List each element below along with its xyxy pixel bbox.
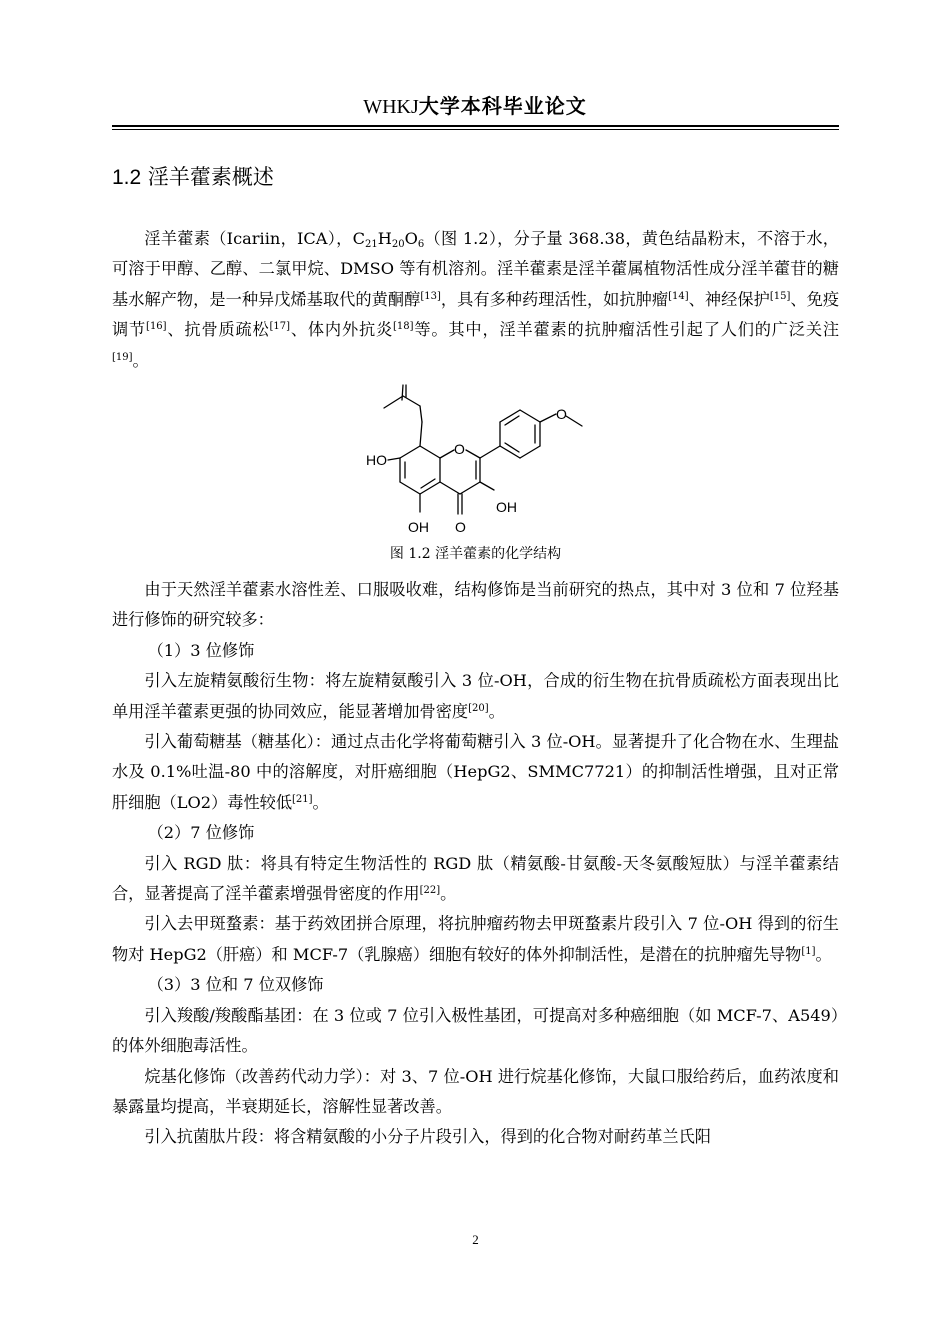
citation: [13] — [420, 290, 441, 302]
section-number: 1.2 — [112, 166, 142, 189]
paragraph-alkylation: 烷基化修饰（改善药代动力学）：对 3、7 位-OH 进行烷基化修饰，大鼠口服给药后，血药浓度和暴露量均提高，半衰期延长，溶解性显著改善。 — [112, 1066, 839, 1116]
paragraph-modification-intro: 由于天然淫羊藿素水溶性差、口服吸收难，结构修饰是当前研究的热点，其中对 3 位和 7 位羟基进行修饰的研究较多： — [112, 580, 839, 630]
page-number: 2 — [472, 1232, 479, 1247]
label-methoxy-o: O — [556, 406, 567, 422]
paragraph-antimicrobial: 引入抗菌肽片段：将含精氨酸的小分子片段引入，得到的化合物对耐药革兰氏阳 — [144, 1127, 711, 1147]
running-header — [112, 92, 838, 121]
section-heading — [112, 162, 274, 193]
chemical-structure-figure — [360, 384, 590, 542]
intro-paragraph: 淫羊藿素（Icariin，ICA），$C_{21}H_{20}O_6$（图 1.2），分子量 368.38，黄色结晶粉末，不溶于水，可溶于甲醇、乙醇、二氯甲烷、DMSO 等有机溶剂。淫羊藿素是淫羊藿属植物活性成分淫羊藿苷的糖基水解产物，是一种异戊烯基取代的黄酮醇[13]，具有多种药理活性，如抗肿瘤[14]、神经保护[15]、免疫调节[16]、抗骨质疏松[17]、体内外抗炎[18]等。其中，淫羊藿素的抗肿瘤活性引起了人们的广泛关注[19]。 — [112, 229, 840, 370]
icaritin-structure-drawing — [360, 384, 590, 542]
figure-caption: 图 1.2 淫羊藿素的化学结构 — [389, 546, 562, 562]
subheading-dual: （3）3 位和 7 位双修饰 — [147, 975, 324, 995]
citation: [1] — [801, 945, 816, 957]
citation: [20] — [468, 702, 489, 714]
label-ho: HO — [366, 452, 387, 468]
label-carbonyl-o: O — [455, 519, 466, 535]
citation: [16] — [146, 321, 167, 333]
header-rule-thin — [112, 129, 839, 130]
label-5-oh: OH — [408, 519, 429, 535]
header-title: 大学本科毕业论文 — [418, 94, 587, 118]
citation: [22] — [419, 885, 441, 897]
intro-block — [112, 224, 839, 376]
citation: [19] — [112, 351, 133, 363]
paragraph-rgd: 引入 RGD 肽：将具有特定生物活性的 RGD 肽（精氨酸-甘氨酸-天冬氨酸短肽）与淫羊藿素结合，显著提高了淫羊藿素增强骨密度的作用[22]。 — [112, 853, 839, 904]
header-latin: WHKJ — [363, 96, 419, 118]
paragraph-norcantharidin: 引入去甲斑蝥素：基于药效团拼合原理，将抗肿瘤药物去甲斑蝥素片段引入 7 位-OH 得到的衍生物对 HepG2（肝癌）和 MCF-7（乳腺癌）细胞有较好的体外抑制活性，是潜在的抗肿瘤先导物[1]。 — [112, 914, 839, 964]
paragraph-glycosylation: 引入葡萄糖基（糖基化）：通过点击化学将葡萄糖引入 3 位-OH。显著提升了化合物在水、生理盐水及 0.1%吐温-80 中的溶解度，对肝癌细胞（HepG2、SMMC7721）的抑制活性增强，且对正常肝细胞（LO2）毒性较低[21]。 — [112, 732, 839, 812]
subheading-3-position: （1）3 位修饰 — [147, 640, 255, 660]
paragraph-arginine: 引入左旋精氨酸衍生物：将左旋精氨酸引入 3 位-OH，合成的衍生物在抗骨质疏松方面表现出比单用淫羊藿素更强的协同效应，能显著增加骨密度[20]。 — [112, 671, 839, 721]
citation: [18] — [393, 321, 414, 333]
paragraph-carboxylic: 引入羧酸/羧酸酯基团：在 3 位或 7 位引入极性基团，可提高对多种癌细胞（如 MCF-7、A549）的体外细胞毒活性。 — [112, 1005, 839, 1056]
label-ring-o: O — [454, 441, 465, 457]
label-3-oh: OH — [496, 499, 517, 515]
citation: [17] — [269, 321, 291, 333]
subheading-7-position: （2）7 位修饰 — [147, 823, 255, 843]
header-rule-thick — [112, 125, 839, 127]
citation: [21] — [292, 793, 313, 805]
citation: [14] — [668, 290, 689, 302]
modification-block — [112, 575, 839, 1153]
section-title-text: 淫羊藿素概述 — [147, 165, 274, 189]
citation: [15] — [769, 290, 791, 302]
